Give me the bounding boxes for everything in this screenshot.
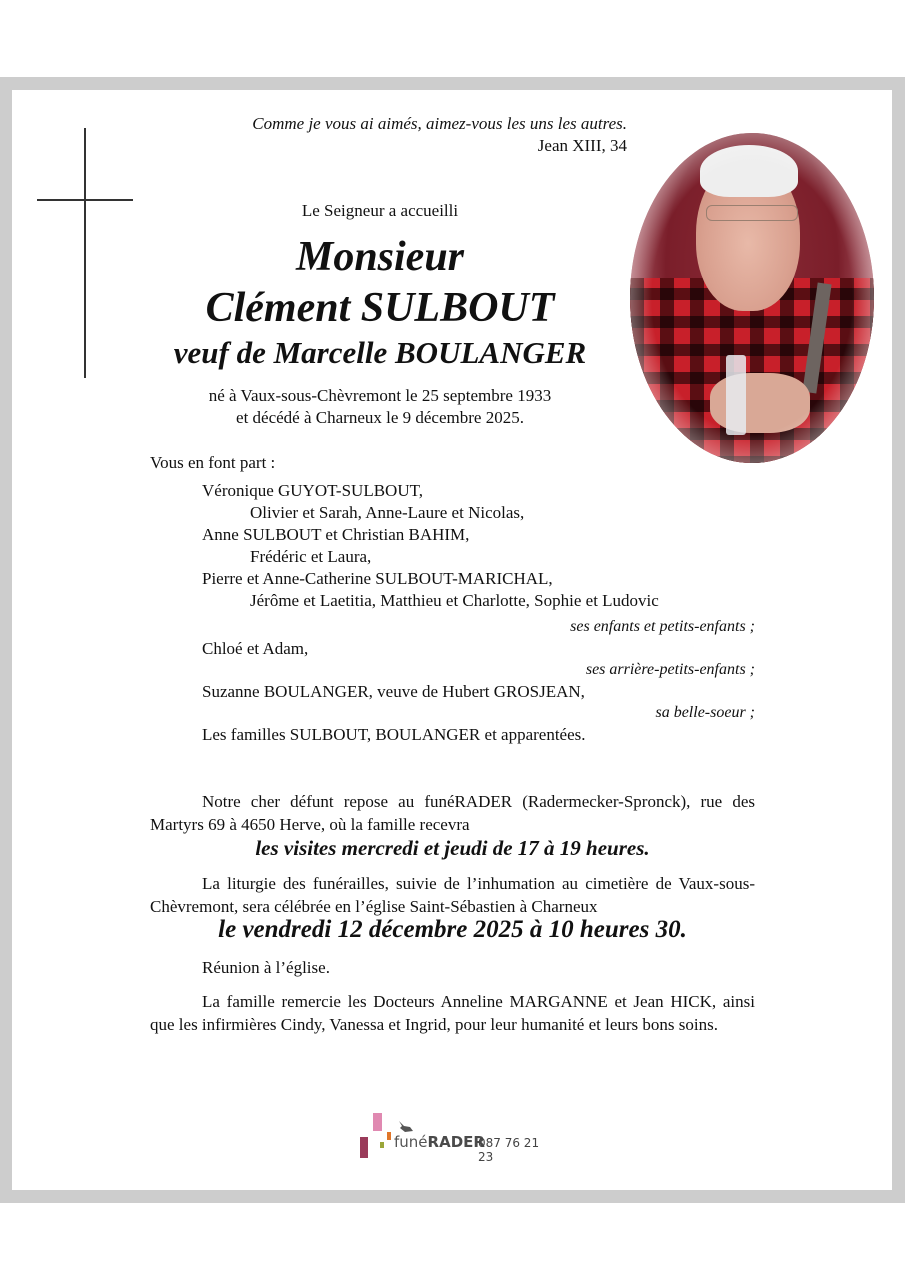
death-line: et décédé à Charneux le 9 décembre 2025. [236, 408, 524, 427]
family-entry: Les familles SULBOUT, BOULANGER et apparentées. [202, 725, 586, 744]
family-entry: Pierre et Anne-Catherine SULBOUT-MARICHAL, [202, 569, 553, 588]
repose-paragraph: Notre cher défunt repose au funéRADER (Radermecker-Spronck), rue des Martyrs 69 à 4650 Herve, où la famille recevra [150, 792, 755, 834]
brand-name [394, 1133, 485, 1151]
logo-block-orange [387, 1132, 391, 1140]
ceremony-line: le vendredi 12 décembre 2025 à 10 heures 30. [218, 916, 687, 943]
thanks-paragraph: La famille remercie les Docteurs Anneline MARGANNE et Jean HICK, ainsi que les infirmières Cindy, Vanessa et Ingrid, pour leur humanité et leurs bons soins. [150, 992, 755, 1034]
funerader-logo [358, 1110, 558, 1162]
bible-quote: Comme je vous ai aimés, aimez-vous les uns les autres. [252, 114, 627, 133]
quote-reference: Jean XIII, 34 [537, 136, 627, 155]
relation-children: ses enfants et petits-enfants ; [570, 618, 755, 635]
cross-icon [84, 128, 86, 378]
logo-block-burgundy [360, 1137, 368, 1158]
relation-sister-in-law: sa belle-soeur ; [655, 704, 755, 721]
family-intro: Vous en font part : [150, 453, 276, 472]
photo-vignette [630, 133, 874, 463]
family-entry: Chloé et Adam, [202, 639, 309, 658]
liturgy-paragraph: La liturgie des funérailles, suivie de l’inhumation au cimetière de Vaux-sous-Chèvremont, sera célébrée en l’église Saint-Sébastien à Charneux [150, 874, 755, 916]
reunion-line: Réunion à l’église. [202, 958, 330, 977]
visits-line: les visites mercredi et jeudi de 17 à 19 heures. [255, 836, 650, 860]
portrait-photo [630, 133, 874, 463]
family-entry: Véronique GUYOT-SULBOUT, [202, 481, 423, 500]
birth-line: né à Vaux-sous-Chèvremont le 25 septembre 1933 [208, 386, 552, 405]
family-entry: Suzanne BOULANGER, veuve de Hubert GROSJEAN, [202, 682, 585, 701]
phone-number: 087 76 21 23 [478, 1136, 540, 1164]
logo-block-pink [373, 1113, 382, 1131]
family-entry: Jérôme et Laetitia, Matthieu et Charlotte, Sophie et Ludovic [250, 591, 659, 610]
intro-line: Le Seigneur a accueilli [301, 201, 459, 220]
deceased-name: Clément SULBOUT [205, 285, 555, 331]
family-entry: Olivier et Sarah, Anne-Laure et Nicolas, [250, 503, 525, 522]
brand-prefix: funé [394, 1133, 428, 1151]
bird-icon [396, 1120, 414, 1134]
honorific: Monsieur [295, 234, 465, 280]
widowhood-line: veuf de Marcelle BOULANGER [173, 335, 587, 370]
logo-block-olive [380, 1142, 384, 1148]
brand-suffix: RADER [427, 1133, 485, 1151]
cross-icon-arm [37, 199, 133, 201]
family-entry: Frédéric et Laura, [250, 547, 372, 566]
family-entry: Anne SULBOUT et Christian BAHIM, [202, 525, 470, 544]
relation-great-grandchildren: ses arrière-petits-enfants ; [585, 661, 755, 678]
